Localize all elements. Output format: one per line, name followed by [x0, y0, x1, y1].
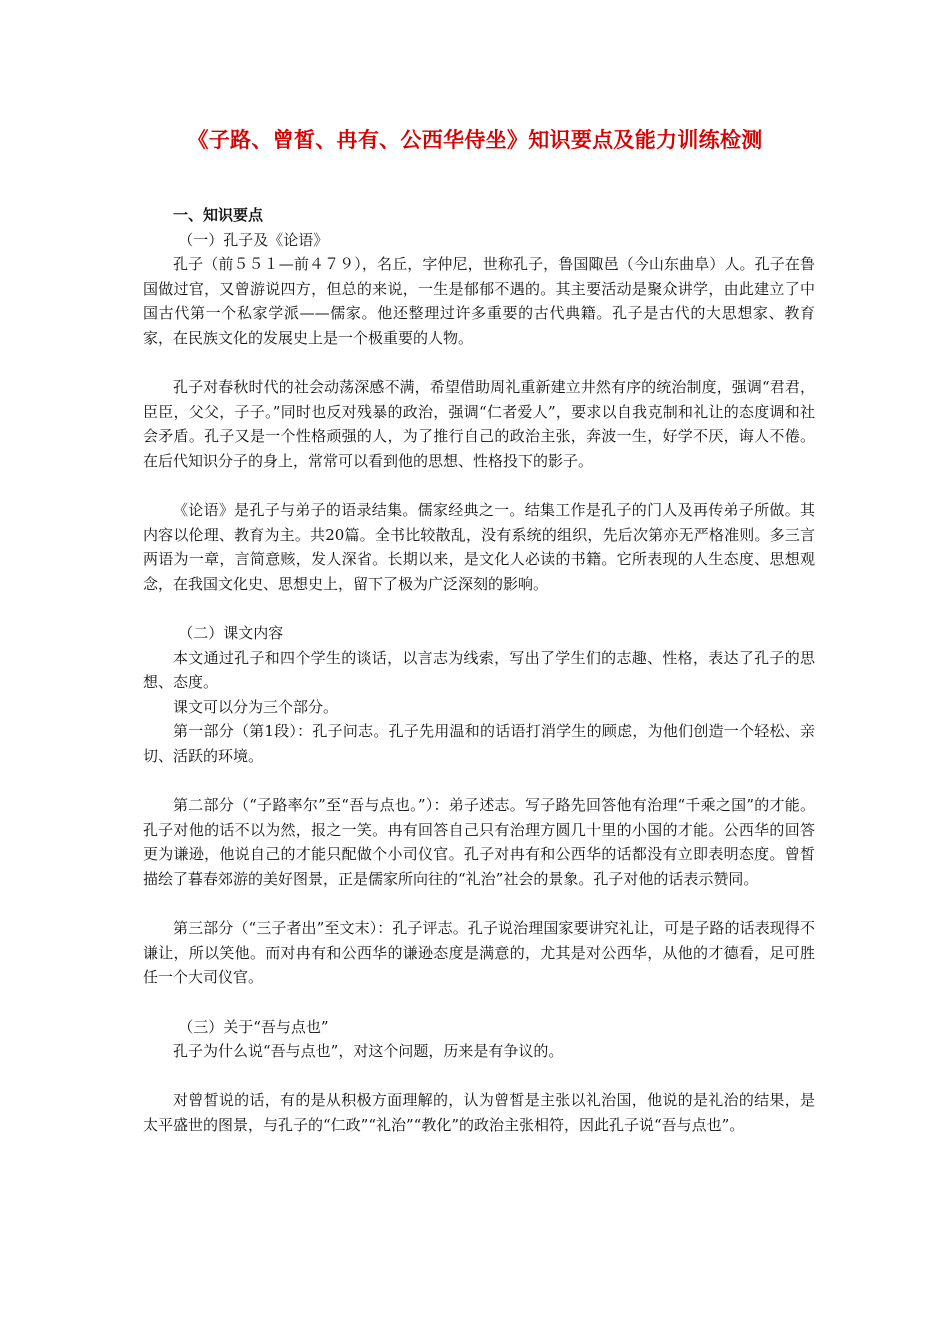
paragraph-part-one: 第一部分（第1段）：孔子问志。孔子先用温和的话语打消学生的顾虑，为他们创造一个轻松、亲切、活跃的环境。 — [143, 722, 815, 766]
paragraph-confucius-bio: 孔子（前５５１—前４７９），名丘，字仲尼，世称孔子，鲁国陬邑（今山东曲阜）人。孔子在鲁国做过官，又曾游说四方，但总的来说，一生是郁郁不遇的。其主要活动是聚众讲学，由此建立了中国古代第一个私家学派——儒家。他还整理过许多重要的古代典籍。孔子是古代的大思想家、教育家，在民族文化的发展史上是一个极重要的人物。 — [143, 255, 815, 347]
paragraph-controversy: 孔子为什么说“吾与点也”，对这个问题，历来是有争议的。 — [173, 1042, 564, 1061]
subsection-heading-wu-yu-dian-ye: （三）关于“吾与点也” — [178, 1017, 329, 1036]
paragraph-part-three: 第三部分（“三子者出”至文末）：孔子评志。孔子说治理国家要讲究礼让，可是子路的话表现得不谦让，所以笑他。而对冉有和公西华的谦逊态度是满意的，尤其是对公西华，从他的才德看，足可胜任一个大司仪官。 — [143, 919, 815, 987]
paragraph-analects-intro: 《论语》是孔子与弟子的语录结集。儒家经典之一。结集工作是孔子的门人及再传弟子所做。其内容以伦理、教育为主。共20篇。全书比较散乱，没有系统的组织，先后次第亦无严格准则。多三言两语为一章，言简意赅，发人深省。长期以来，是文化人必读的书籍。它所表现的人生态度、思想观念，在我国文化史、思想史上，留下了极为广泛深刻的影响。 — [143, 501, 815, 593]
paragraph-text-summary: 本文通过孔子和四个学生的谈话，以言志为线索，写出了学生们的志趣、性格，表达了孔子的思想、态度。 — [143, 648, 815, 692]
paragraph-text-structure: 课文可以分为三个部分。 — [173, 697, 339, 716]
paragraph-gap — [143, 474, 815, 499]
paragraph-gap — [143, 597, 815, 622]
document-body — [143, 203, 815, 1138]
paragraph-positive-interpretation: 对曾皙说的话，有的是从积极方面理解的，认为曾皙是主张以礼治国，他说的是礼治的结果，是太平盛世的图景，与孔子的“仁政”“礼治”“教化”的政治主张相符，因此孔子说“吾与点也”。 — [143, 1091, 815, 1134]
subsection-heading-confucius-analects: （一）孔子及《论语》 — [178, 230, 329, 249]
subsection-heading-text-content: （二）课文内容 — [178, 624, 284, 643]
paragraph-gap — [143, 351, 815, 376]
paragraph-gap — [143, 1064, 815, 1089]
paragraph-gap — [143, 769, 815, 794]
section-heading-knowledge-points: 一、知识要点 — [173, 206, 264, 224]
paragraph-part-two: 第二部分（“子路率尔”至“吾与点也。”）：弟子述志。写子路先回答他有治理“千乘之国”的才能。孔子对他的话不以为然，报之一笑。冉有回答自己只有治理方圆几十里的小国的才能。公西华的回答更为谦逊，他说自己的才能只配做个小司仪官。孔子对冉有和公西华的话都没有立即表明态度。曾皙描绘了暮春郊游的美好图景，正是儒家所向往的“礼治”社会的景象。孔子对他的话表示赞同。 — [143, 796, 815, 889]
paragraph-confucius-thought: 孔子对春秋时代的社会动荡深感不满，希望借助周礼重新建立井然有序的统治制度，强调“君君，臣臣，父父，子子。”同时也反对残暴的政治，强调“仁者爱人”，要求以自我克制和礼让的态度调和社会矛盾。孔子又是一个性格顽强的人，为了推行自己的政治主张，奔波一生，好学不厌，诲人不倦。在后代知识分子的身上，常常可以看到他的思想、性格投下的影子。 — [143, 378, 815, 470]
paragraph-gap — [143, 892, 815, 917]
document-title: 《子路、曾皙、冉有、公西华侍坐》知识要点及能力训练检测 — [187, 127, 763, 152]
paragraph-gap — [143, 990, 815, 1015]
